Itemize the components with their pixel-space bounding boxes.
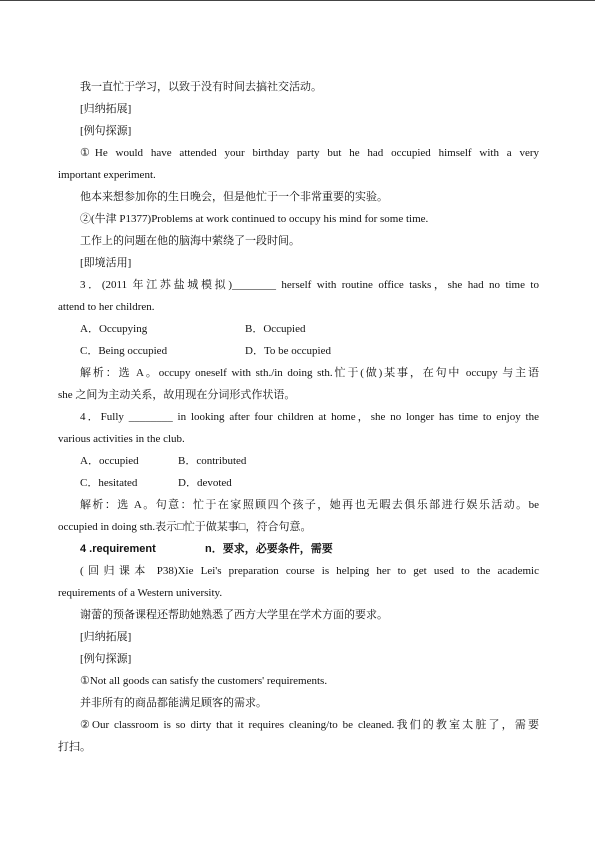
option-a: A．Occupying: [80, 323, 148, 335]
textbook-sentence: (回归课本 P38)Xie Lei's preparation course is helping her to get used to the academic: [80, 565, 539, 577]
option-b: B．Occupied: [245, 323, 306, 335]
example-sentence: ②Our classroom is so dirty that it requires cleaning/to be cleaned.我们的教室太脏了，需要: [80, 719, 539, 731]
translation: 他本来想参加你的生日晚会，但是他忙于一个非常重要的实验。: [80, 191, 388, 203]
options-row: [58, 472, 539, 494]
option-d: D．devoted: [178, 477, 232, 489]
example-sentence-cont: 打扫。: [58, 741, 91, 753]
paragraph-line: 我一直忙于学习，以致于没有时间去搞社交活动。: [80, 81, 322, 93]
explanation-cont: she 之间为主动关系，故用现在分词形式作状语。: [58, 389, 296, 401]
document-body: [58, 76, 539, 758]
options-row: [58, 450, 539, 472]
word-entry-meaning: n．要求，必要条件，需要: [205, 543, 333, 555]
top-border-line: [0, 0, 595, 1]
options-row: [58, 340, 539, 362]
question-4: 4．Fully ________ in looking after four children at home，she no longer has time to enjoy the: [80, 411, 539, 423]
word-entry-term: 4 .requirement: [80, 543, 156, 555]
translation: 并非所有的商品都能满足顾客的需求。: [80, 697, 267, 709]
question-4-cont: various activities in the club.: [58, 433, 185, 445]
example-sentence: ①Not all goods can satisfy the customers' requirements.: [80, 675, 328, 687]
example-sentence-cont: important experiment.: [58, 169, 156, 181]
word-entry-heading: [58, 538, 539, 560]
option-c: C．Being occupied: [80, 345, 168, 357]
option-c: C．hesitated: [80, 477, 138, 489]
section-heading: [即境活用]: [80, 257, 132, 269]
option-b: B．contributed: [178, 455, 247, 467]
question-3-cont: attend to her children.: [58, 301, 155, 313]
question-3: 3．(2011 年江苏盐城模拟)________ herself with routine office tasks，she had no time to: [80, 279, 539, 291]
option-a: A．occupied: [80, 455, 139, 467]
textbook-sentence-cont: requirements of a Western university.: [58, 587, 223, 599]
section-heading: [归纳拓展]: [80, 103, 132, 115]
translation: 谢蕾的预备课程还帮助她熟悉了西方大学里在学术方面的要求。: [80, 609, 388, 621]
explanation-cont: occupied in doing sth.表示□忙于做某事□，符合句意。: [58, 521, 312, 533]
section-heading: [例句探源]: [80, 125, 132, 137]
section-heading: [例句探源]: [80, 653, 132, 665]
option-d: D．To be occupied: [245, 345, 331, 357]
explanation: 解析：选 A。句意：忙于在家照顾四个孩子，她再也无暇去俱乐部进行娱乐活动。be: [80, 499, 539, 511]
example-sentence: ②(牛津 P1377)Problems at work continued to occupy his mind for some time.: [80, 213, 429, 225]
section-heading: [归纳拓展]: [80, 631, 132, 643]
translation: 工作上的问题在他的脑海中萦绕了一段时间。: [80, 235, 300, 247]
options-row: [58, 318, 539, 340]
explanation: 解析：选 A。occupy oneself with sth./in doing sth.忙于(做)某事，在句中 occupy 与主语: [80, 367, 539, 379]
example-sentence: ①He would have attended your birthday party but he had occupied himself with a very: [80, 147, 539, 159]
